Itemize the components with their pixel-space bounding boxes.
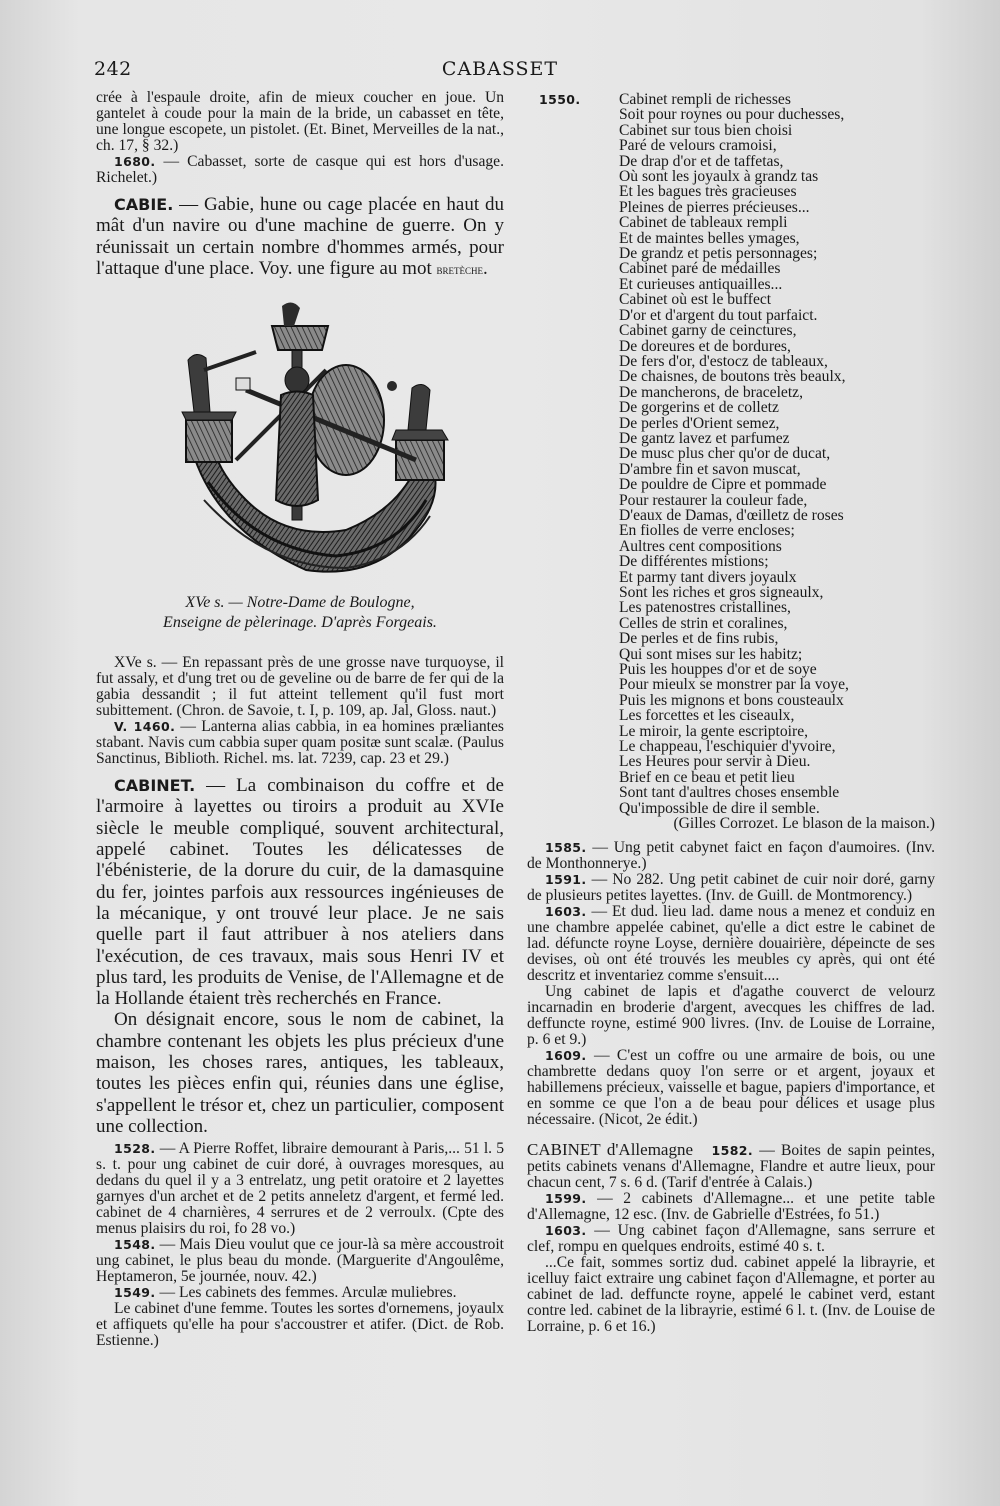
entry-1591: 1591. — No 282. Ung petit cabinet de cuir noir doré, garny de plusieurs petites layettes. (Inv. de Guill. de Montmorency.)	[527, 871, 935, 905]
entry-1680: 1680. — Cabasset, sorte de casque qui est hors d'usage. Richelet.)	[96, 153, 504, 186]
right-column	[527, 92, 935, 1335]
poem-line: Les Heures pour servir à Dieu.	[619, 753, 811, 771]
caption-line-2: Enseigne de pèlerinage. D'après Forgeais.	[163, 614, 437, 632]
year-label: 1609.	[545, 1048, 587, 1064]
entry-cabinet: CABINET. — La combinaison du coffre et de l'armoire à layettes ou tiroirs a produit au XVIe siècle le meuble compliqué, souvent architectural, appelé cabinet. Toutes les délicatesses de l'ébénisterie, de la dorure du cuir, de la damasquine du fer, jointes parfois aux ressources ingénieuses de la mécanique, y ont trouvé leur place. Je ne sais quelle part il faut attribuer à nos ateliers dans l'exécution, de ces travaux, mais sous Henri IV et plus tard, les produits de Venise, de l'Allemagne et de la Hollande étaient très recherchés en France.	[96, 775, 504, 1010]
entry-1549-text: Le cabinet d'une femme. Toutes les sortes d'ornemens, joyaulx et affiquets qu'elle ha pour s'accoustrer et atifer. (Dict. de Rob. Estienne.)	[96, 1300, 504, 1350]
poem-line: Et les bagues très gracieuses	[619, 183, 797, 201]
pilgrim-badge-engraving	[96, 300, 504, 585]
poem-line: Pour restaurer la couleur fade,	[619, 491, 808, 509]
poem-line: Cabinet où est le buffect	[619, 291, 772, 309]
year-label: 1528.	[114, 1141, 156, 1157]
headword: CABINET.	[114, 776, 196, 796]
poem-line: Brief en ce beau et petit lieu	[619, 768, 795, 786]
poem-line: De fers d'or, d'estocz de tableaux,	[619, 352, 828, 370]
poem-line: De mancherons, de braceletz,	[619, 383, 803, 401]
entry-1585: 1585. — Ung petit cabynet faict en façon d'aumoires. (Inv. de Monthonnerye.)	[527, 839, 935, 873]
entry-1603b-text: ...Ce fait, sommes sortiz dud. cabinet appelé la librayrie, et icelluy faict extraire ung cabinet façon d'Allemagne, et porter au cabinet de lad. deffuncte royne, appelé le cabinet verd, estant contre led. cabinet de la librayrie, estimé 6 l. t. (Inv. de Louise de Lorraine, p. 6 et 16.)	[527, 1254, 935, 1336]
poem-line: De chaisnes, de boutons très beaulx,	[619, 368, 846, 386]
year-label: 1603.	[545, 1223, 587, 1239]
poem-line: De perles d'Orient semez,	[619, 414, 780, 432]
poem-line: Qu'impossible de dire il semble.	[619, 799, 820, 817]
entry-1549: 1549. — Les cabinets des femmes. Arculæ muliebres.	[114, 1284, 457, 1302]
poem-line: Celles de strin et coralines,	[619, 614, 788, 632]
poem-line: De musc plus cher qu'or de ducat,	[619, 445, 831, 463]
entry-xv: XVe s. — En repassant près de une grosse nave turquoyse, il fut assaly, et d'ung tret ou de geveline ou de barre de fer qui de la gabia dessandit ; il fut atteint tellement qu'il fust mort subittement. (Chron. de Savoie, t. I, p. 109, ap. Jal, Gloss. naut.)	[96, 654, 504, 720]
poem-line: De grandz et petis personnages;	[619, 245, 818, 263]
year-label: 1585.	[545, 840, 587, 856]
poem-line: Pleines de pierres précieuses...	[619, 198, 810, 216]
poem	[619, 92, 849, 816]
poem-line: Paré de velours cramoisi,	[619, 137, 777, 155]
poem-line: D'or et d'argent du tout parfaict.	[619, 306, 818, 324]
poem-line: En fiolles de verre encloses;	[619, 522, 795, 540]
entry-cabinet-allemagne: CABINET d'Allemagne 1582. — Boites de sapin peintes, petits cabinets venans d'Allemagne, Flandre et autre lieux, pour chacun cent, 7 s. 6 d. (Tarif d'entrée à Calais.)	[527, 1140, 935, 1192]
poem-source: (Gilles Corrozet. Le blason de la maison.)	[673, 815, 935, 833]
year-label: 1599.	[545, 1191, 587, 1207]
figure-caption	[96, 593, 504, 633]
entry-1609: 1609. — C'est un coffre ou une armaire de bois, ou une chambrette dedans quoy l'on serre or et argent, joyaux et habillemens précieux, vaisselle et bague, papiers d'importance, et en somme ce que l'on a de beau pour délices et usage plus nécessaire. (Nicot, 2e édit.)	[527, 1047, 935, 1129]
entry-1599: 1599. — 2 cabinets d'Allemagne... et une petite table d'Allemagne, 12 esc. (Inv. de Gabrielle d'Estrées, fo 51.)	[527, 1190, 935, 1224]
entry-1528: 1528. — A Pierre Roffet, libraire demourant à Paris,... 51 l. 5 s. t. pour ung cabinet de cuir doré, à ouvrages moresques, au dedans du quel il y a 3 entrelatz, ung petit oratoire et 2 layettes garnyes d'un archet et de 2 petits anneletz d'argent, et fermé led. cabinet de 4 charnières, 4 serrures et de 2 verroulx. (Cpte des menus plaisirs du roi, fo 28 vo.)	[96, 1140, 504, 1238]
year-label: 1603.	[545, 904, 587, 920]
poem-line: Les forcettes et les ciseaulx,	[619, 707, 795, 725]
poem-line: Le miroir, la gente escriptoire,	[619, 722, 809, 740]
year-label: 1549.	[114, 1285, 156, 1301]
year-label: 1548.	[114, 1237, 156, 1253]
poem-line: Sont tant d'aultres choses ensemble	[619, 784, 840, 802]
poem-line: Cabinet paré de médailles	[619, 260, 781, 278]
poem-line: De drap d'or et de taffetas,	[619, 152, 784, 170]
poem-line: De différentes mistions;	[619, 553, 769, 571]
left-column	[96, 90, 504, 1349]
ship-badge-figure	[96, 300, 504, 585]
paragraph: crée à l'espaule droite, afin de mieux coucher en joue. Un gantelet à coude pour la main de la bride, un cabasset en tête, une longue escopete, un pistolet. (Et. Binet, Merveilles de la nat., ch. 17, § 32.)	[96, 89, 504, 154]
poem-line: Où sont les joyaulx à grandz tas	[619, 168, 819, 186]
poem-line: De pouldre de Cipre et pommade	[619, 476, 827, 494]
poem-line: Le chappeau, l'eschiquier d'yvoire,	[619, 738, 836, 756]
page-number: 242	[94, 58, 132, 80]
entry-1603-item: Ung cabinet de lapis et d'agathe couverct de velourz incarnadin en broderie d'argent, avecques les chiffres de lad. deffuncte royne, estimé 900 livres. (Inv. de Louise de Lorraine, p. 6 et 9.)	[527, 983, 935, 1049]
year-label: 1591.	[545, 872, 587, 888]
poem-line: Et parmy tant divers joyaulx	[619, 568, 797, 586]
poem-line: Cabinet garny de ceinctures,	[619, 322, 797, 340]
year-label: 1582.	[711, 1143, 754, 1159]
poem-line: De gantz lavez et parfumez	[619, 429, 790, 447]
poem-line: Et de maintes belles ymages,	[619, 229, 800, 247]
poem-line: Cabinet de tableaux rempli	[619, 214, 788, 232]
poem-line: Cabinet rempli de richesses	[619, 91, 791, 108]
entry-1603: 1603. — Et dud. lieu lad. dame nous a menez et conduiz en une chambre appelée cabinet, qu'elle a dict estre le cabinet de lad. défuncte royne Loyse, dernière douairière, dépeincte de ses devises, où ont été trouvés les meubles cy après, qui ont été descritz et inventariez comme s'ensuit....	[527, 903, 935, 985]
year-label: V. 1460.	[114, 719, 176, 735]
running-title: CABASSET	[441, 58, 559, 80]
headword: CABINET d'Allemagne	[527, 1140, 694, 1160]
entry-1548: 1548. — Mais Dieu voulut que ce jour-là sa mère accoustroit ung cabinet, le plus beau du monde. (Marguerite d'Angoulême, Heptameron, 5e journée, nouv. 42.)	[96, 1236, 504, 1286]
caption-line-1: XVe s. — Notre-Dame de Boulogne,	[185, 594, 415, 612]
entry-1550	[527, 92, 935, 816]
year-label: 1680.	[114, 154, 156, 169]
poem-line: Puis les mignons et bons cousteaulx	[619, 691, 844, 709]
entry-1460: V. 1460. — Lanterna alias cabbia, in ea homines præliantes stabant. Navis cum cabbia super quam positæ sunt scalæ. (Paulus Sanctinus, Biblioth. Richel. ms. lat. 7239, cap. 23 et 29.)	[96, 718, 504, 768]
cabinet-paragraph-2: On désignait encore, sous le nom de cabinet, la chambre contenant les objets les plus précieux d'une maison, les choses rares, antiques, les tableaux, toutes les pièces enfin qui, réunies dans une église, s'appellent le trésor et, chez un particulier, composent une collection.	[96, 1009, 504, 1137]
entry-1603b: 1603. — Ung cabinet façon d'Allemagne, sans serrure et clef, rompu en quelques endroits, estimé 40 s. t.	[527, 1222, 935, 1256]
poem-line: De doreures et de bordures,	[619, 337, 791, 355]
poem-line: Qui sont mises sur les habitz;	[619, 645, 803, 663]
poem-line: D'eaux de Damas, d'œilletz de roses	[619, 506, 844, 524]
poem-line: Cabinet sur tous bien choisi	[619, 121, 793, 139]
poem-line: Soit pour roynes ou pour duchesses,	[619, 106, 845, 124]
year-label: 1550.	[539, 92, 581, 107]
headword: CABIE.	[114, 195, 174, 214]
entry-cabie: CABIE. — Gabie, hune ou cage placée en haut du mât d'un navire ou d'une machine de guerre. On y réunissait un certain nombre d'hommes armés, pour l'attaque d'une place. Voy. une figure au mot bretèche.	[96, 194, 504, 279]
poem-line: Sont les riches et gros signeaulx,	[619, 584, 824, 601]
poem-line: Et curieuses antiquailles...	[619, 275, 783, 293]
poem-line: De gorgerins et de colletz	[619, 399, 779, 417]
poem-line: D'ambre fin et savon muscat,	[619, 460, 801, 478]
poem-line: Aultres cent compositions	[619, 537, 782, 555]
poem-line: Les patenostres cristallines,	[619, 599, 791, 617]
poem-line: De perles et de fins rubis,	[619, 630, 779, 648]
poem-line: Pour mieulx se monstrer par la voye,	[619, 676, 849, 694]
poem-line: Puis les houppes d'or et de soye	[619, 661, 817, 679]
